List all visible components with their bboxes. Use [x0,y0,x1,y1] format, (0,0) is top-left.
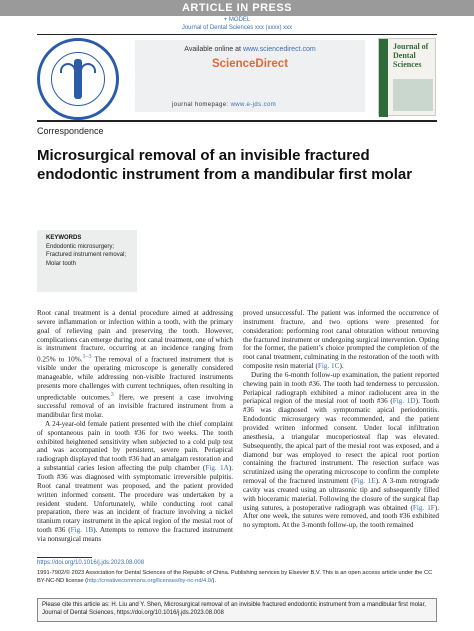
figure-link[interactable]: Fig. 1F [412,503,435,512]
keywords-heading: KEYWORDS [46,235,82,241]
body-column-left [37,309,233,544]
top-divider [37,34,437,35]
reference-link[interactable]: 1–3 [82,354,92,361]
model-label: + MODEL [223,17,251,23]
journal-homepage-link[interactable]: www.e-jds.com [230,102,277,108]
article-category: Correspondence [37,126,104,136]
association-seal-logo [37,38,119,120]
paragraph: proved unsuccessful. The patient was informed the occurrence of instrument fracture, and two options were presented for consideration: performing root canal obturation without removing the fractured instrument or undergoing surgical intervention. Opting for the former, the patient’s choice prompted the completion of the root canal treatment, culminating in the restoration of the tooth with composite resin material (Fig. 1C). [243,309,439,371]
keywords-list [46,243,136,268]
paragraph: During the 6-month follow-up examination, the patient reported chewing pain in tooth #36. The tooth had tenderness to percussion. Periapical radiograph exhibited a minor radiolucent area in the periapical region of the mesial root of tooth #36 (Fig. 1D). Tooth #36 was diagnosed with symptomatic apical periodontitis. Endodontic microsurgery was recommended, and the patient provided written informed consent. Under local infiltration anesthesia, a triangular mucoperiosteal flap was elevated. Subsequently, the apical part of the mesial root was exposed, and a diamond bur was employed to resect the apical root portion containing the fractured instrument. The resection surface was scrutinized using the operating microscope to confirm the complete removal of the fractured instrument (Fig. 1E). A 3-mm retrograde cavity was created using an ultrasonic tip and subsequently filled with bioceramic material. Following the closure of the surgical flap using sutures, a postoperative radiograph was obtained (Fig. 1F). After one week, the sutures were removed, and tooth #36 exhibited no symptom. At the 3-month follow-up, the tooth remained [243,370,439,530]
keyword-item: Endodontic microsurgery; [46,244,115,250]
figure-link[interactable]: Fig. 1D [392,397,416,406]
keywords-box [37,230,137,292]
figure-link[interactable]: Fig. 1E [353,477,376,486]
journal-cover-image [378,38,436,116]
cover-title: Journal of Dental Sciences [393,42,429,69]
doi-link[interactable]: https://doi.org/10.1016/j.jds.2023.08.008 [37,560,145,566]
footnote-divider [37,557,92,558]
figure-link[interactable]: Fig. 1C [317,362,340,371]
paragraph: Root canal treatment is a dental procedure aimed at addressing severe inflammation or infection within a tooth, with the primary goal of relieving pain and preserving the tooth. However, complications can emerge during root canal treatment, one of which is instrument fracture, occurring at an incidence ranging from 0.25% to 10%.$^{1-3}$ The removal of a fractured instrument that is visible under the operating microscope is generally considered manageable, while addressing non-visible fractured instruments presents more challenges with current techniques, often resulting in unpredictable outcomes.$^3$ Here, we present a case involving successful removal of an invisible fractured instrument from a mandibular first molar. [37,309,233,420]
figure-link[interactable]: Fig. 1B [70,526,94,535]
license-link[interactable]: http://creativecommons.org/licenses/by-nc-nd/4.0/ [87,577,213,584]
reference-link[interactable]: 3 [110,391,114,398]
figure-link[interactable]: Fig. 1A [205,464,229,473]
keyword-item: Molar tooth [46,260,77,267]
journal-reference-link[interactable]: Journal of Dental Sciences xxx (xxxx) xxx [181,25,293,31]
keyword-item: Fractured instrument removal; [46,252,127,259]
journal-homepage-text: journal homepage: www.e-jds.com [172,102,277,108]
paragraph: A 24-year-old female patient presented with the chief complaint of spontaneous pain in tooth #36 for two weeks. The tooth exhibited heightened sensitivity when subjected to a cold pulp test and was accompanied by persistent, severe pain. Periapical radiograph displayed that tooth #36 had an amalgam restoration and a substantial caries lesion affecting the pulp chamber (Fig. 1A). Tooth #36 was diagnosed with symptomatic irreversible pulpitis. Root canal treatment was proposed, and the patient provided written informed consent. The procedure was undertaken by a resident student. Unfortunately, while conducting root canal preparation, there was an incident of fracture involving a nickel titanium rotary instrument in the apical region of the mesial root of tooth #36 (Fig. 1B). Attempts to remove the fractured instrument via nonsurgical means [37,419,233,543]
citation-box: Please cite this article as: H. Liu and Y. Shen, Microsurgical removal of an invisible fractured endodontic instrument from a mandibular first molar, Journal of Dental Sciences, https://doi.org/10.1016/j.jds.2023.08.008 [37,598,437,622]
sciencedirect-url-link[interactable]: www.sciencedirect.com [242,46,316,53]
copyright-notice: 1991-7902/© 2023 Association for Dental Sciences of the Republic of China. Publishing services by Elsevier B.V. This is an open access article under the CC BY-NC-ND license (http://creativecommons.org/licenses/by-nc-nd/4.0/). [37,570,433,584]
sciencedirect-logo[interactable]: ScienceDirect [211,58,289,70]
header-divider [37,120,437,122]
available-online-text: Available online at www.sciencedirect.com [184,46,316,53]
article-in-press-banner: ARTICLE IN PRESS [0,0,474,16]
article-title: Microsurgical removal of an invisible fractured endodontic instrument from a mandibular first molar [37,147,413,183]
body-column-right [243,309,439,530]
